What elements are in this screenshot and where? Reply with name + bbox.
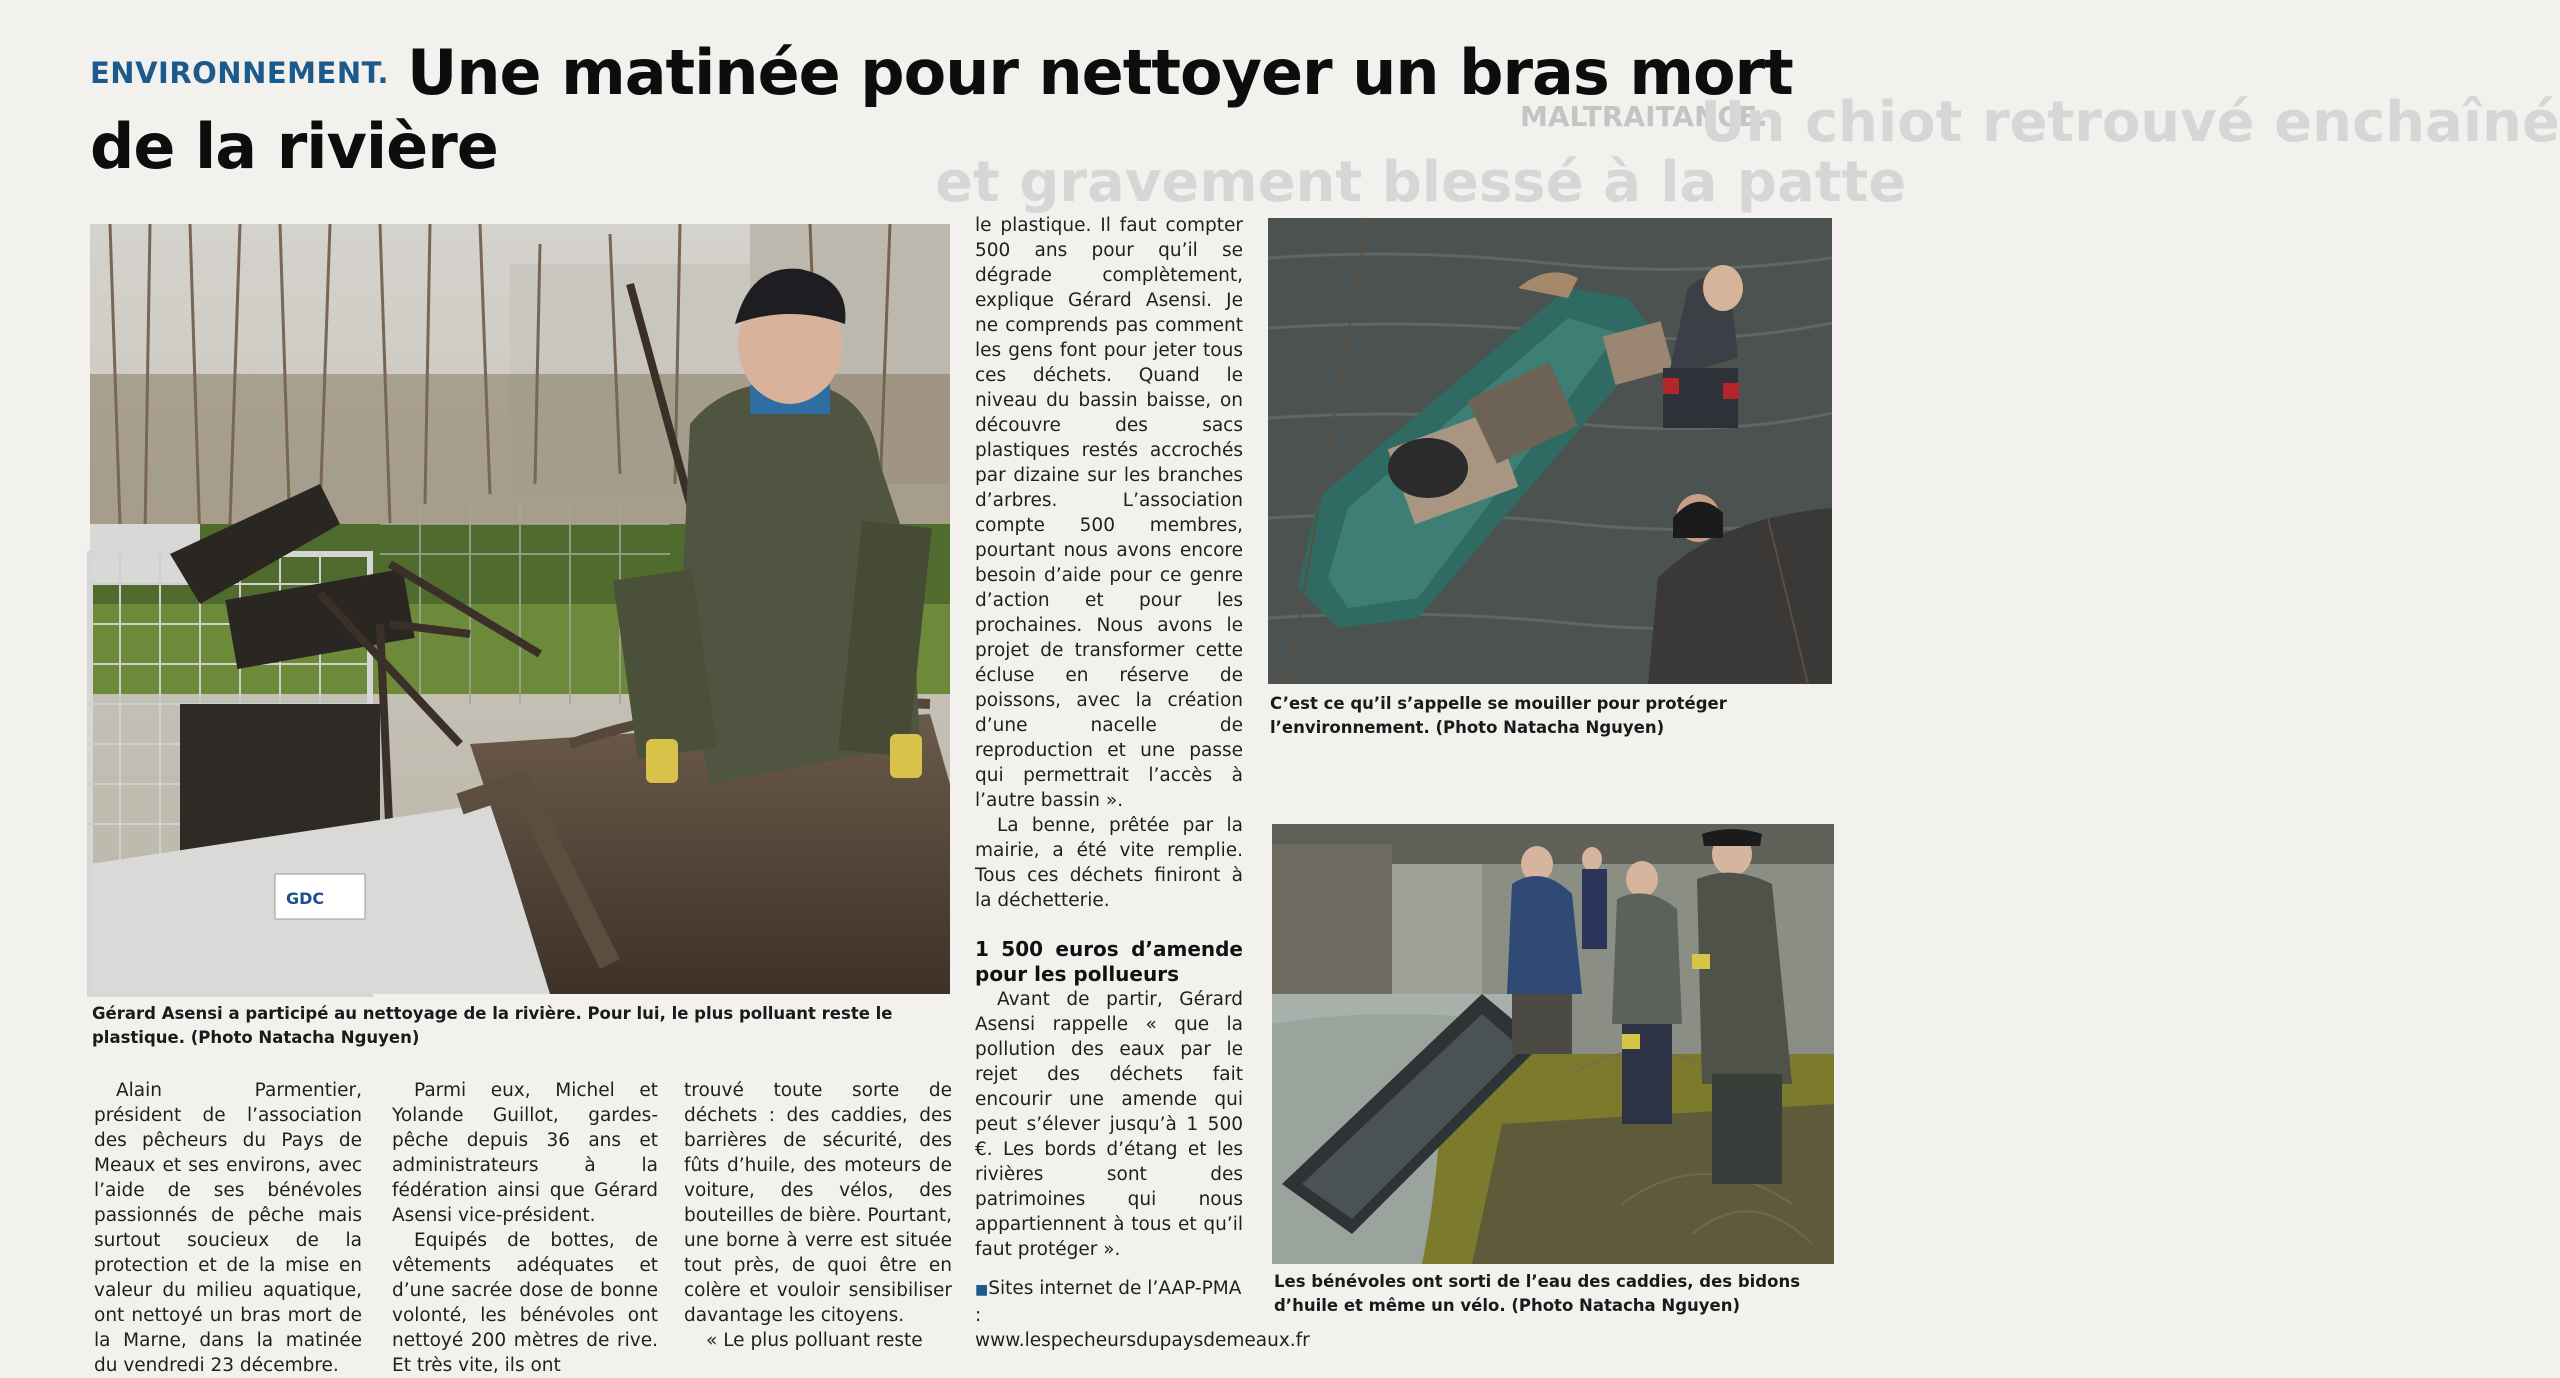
boat-photo [1268, 218, 1832, 684]
websites-note [975, 1276, 1310, 1353]
paragraph-skip: La benne, prêtée par la mairie, a été vite remplie. Tous ces déchets finiront à la déchetterie. [975, 815, 1243, 911]
websites-text: Sites internet de l’AAP-PMA : www.lespecheursdupaysdemeaux.fr [975, 1278, 1310, 1351]
riverbank-photo [1272, 824, 1834, 1264]
article-title: Une matinée pour nettoyer un bras mort de la rivière [90, 36, 1793, 183]
paragraph-volunteers: Parmi eux, Michel et Yolande Guillot, gardes-pêche depuis 36 ans et administrateurs à la fédération ainsi que Gérard Asensi vice-président. [392, 1080, 658, 1226]
headline [90, 36, 1830, 184]
bleed-through-kicker: MALTRAITANCE. [1520, 100, 1768, 133]
body-column-2 [392, 1078, 658, 1378]
body-column-1 [94, 1078, 362, 1378]
main-photo [90, 224, 950, 994]
riverbank-photo-caption: Les bénévoles ont sorti de l’eau des caddies, des bidons d’huile et même un vélo. (Photo Natacha Nguyen) [1274, 1272, 1801, 1315]
section-kicker: ENVIRONNEMENT. [90, 56, 389, 90]
bleed-through-line-1: Un chiot retrouvé enchaîné [1700, 90, 2560, 155]
subheading-fine: 1 500 euros d’amende pour les pollueurs [975, 937, 1243, 986]
body-column-3 [684, 1078, 952, 1353]
body-column-4 [975, 213, 1310, 1353]
truck-sticker-logo: GDC [286, 889, 325, 908]
paragraph-fine: Avant de partir, Gérard Asensi rappelle « que la pollution des eaux par le rejet des déchets fait encourir une amende qui peut s’élever jusqu’à 1 500 €. Les bords d’étang et les rivières sont des patrimoines qui nous appartiennent à tous et qu’il faut protéger ». [975, 989, 1243, 1260]
square-bullet-icon: ■ [975, 1282, 989, 1298]
boat-photo-caption: C’est ce qu’il s’appelle se mouiller pour protéger l’environnement. (Photo Natacha Nguyen) [1270, 694, 1727, 737]
paragraph-quote-start: « Le plus polluant reste [706, 1330, 923, 1351]
paragraph-quote-continued: le plastique. Il faut compter 500 ans pour qu’il se dégrade complètement, explique Gérard Asensi. Je ne comprends pas comment les gens font pour jeter tous ces déchets. Quand le niveau du bassin baisse, on découvre des sacs plastiques restés accrochés par dizaine sur les branches d’arbres. L’association compte 500 membres, pourtant nous avons encore besoin d’aide pour ce genre d’action et pour les prochaines. Nous avons le projet de transformer cette écluse en réserve de poissons, avec la création d’une nacelle de reproduction et une passe qui permettrait l’accès à l’autre bassin ». [975, 215, 1243, 811]
main-photo-caption: Gérard Asensi a participé au nettoyage de la rivière. Pour lui, le plus polluant reste le plastique. (Photo Natacha Nguyen) [92, 1004, 893, 1047]
bleed-through-line-2: et gravement blessé à la patte [935, 150, 1907, 215]
paragraph-intro: Alain Parmentier, président de l’association des pêcheurs du Pays de Meaux et ses environs, avec l’aide de ses bénévoles passionnés de pêche mais surtout soucieux de la protection et de la mise en valeur du milieu aquatique, ont nettoyé un bras mort de la Marne, dans la matinée du vendredi 23 décembre. [94, 1080, 362, 1376]
paragraph-waste-found: trouvé toute sorte de déchets : des caddies, des barrières de sécurité, des fûts d’huile, des moteurs de voiture, des vélos, des bouteilles de bière. Pourtant, une borne à verre est située tout près, de quoi être en colère et vouloir sensibiliser davantage les citoyens. [684, 1080, 952, 1326]
paragraph-equipment: Equipés de bottes, de vêtements adéquates et d’une sacrée dose de bonne volonté, les bénévoles ont nettoyé 200 mètres de rive. Et très vite, ils ont [392, 1230, 658, 1376]
